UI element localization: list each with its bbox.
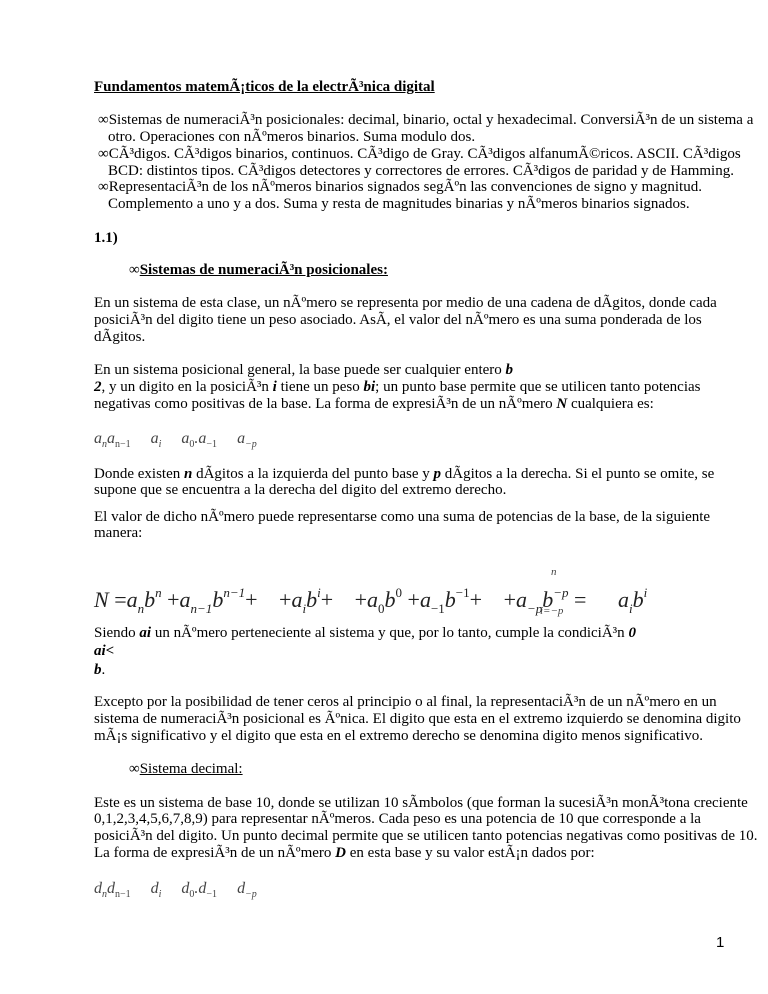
summary-item — [98, 179, 702, 196]
formula-digits-d: $d_nd_{n-1}$ $d_i$ $d_0.d_{-1}$ $d_{-p}$ — [94, 880, 257, 900]
section-number: 1.1) — [94, 230, 118, 246]
var: n — [183, 466, 193, 482]
summary-item — [98, 112, 753, 129]
bullet-icon: ∞ — [98, 179, 109, 195]
text: En un sistema posicional general, la base puede ser cualquier entero — [94, 362, 506, 378]
var: 2 — [94, 379, 102, 395]
paragraph-line — [94, 845, 595, 862]
summary-item — [98, 146, 741, 163]
bullet-icon: ∞ — [129, 761, 140, 777]
bullet-icon: ∞ — [98, 146, 109, 162]
paragraph-line: Este es un sistema de base 10, donde se utilizan 10 sÃmbolos (que forman la sucesiÃ³n monÃ³tona creciente — [94, 795, 748, 811]
paragraph-line: 0,1,2,3,4,5,6,7,8,9) para representar nÃºmeros. Cada peso es una potencia de 10 que corresponde a la — [94, 811, 701, 827]
var: b — [94, 662, 102, 678]
summary-text: BCD: distintos tipos. CÃ³digos detectores y correctores de errores. CÃ³digos de paridad y de Hamming. — [108, 163, 734, 179]
paragraph-line: supone que se encuentra a la derecha del digito del extremo derecho. — [94, 482, 507, 498]
var: D — [335, 845, 346, 861]
text: Siendo — [94, 625, 140, 641]
summary-text: Complemento a uno y a dos. Suma y resta de magnitudes binarias y nÃºmeros binarios signados. — [108, 196, 690, 212]
paragraph-line: dÃgitos. — [94, 329, 146, 345]
bullet-icon: ∞ — [129, 262, 140, 278]
paragraph-line: mÃ¡s significativo y el digito que esta en el extremo derecho se denomina digito menos significativo. — [94, 728, 704, 744]
text: . — [101, 662, 106, 678]
text: tiene un peso — [276, 379, 364, 395]
bullet-icon: ∞ — [98, 112, 109, 128]
condition-line: ai< — [94, 643, 115, 659]
var: bi — [363, 379, 376, 395]
heading-decimal — [129, 761, 243, 778]
paragraph-line: manera: — [94, 525, 143, 541]
paragraph-line — [94, 379, 700, 396]
heading-text: Sistema decimal: — [139, 761, 243, 777]
paragraph-line — [94, 466, 714, 483]
paragraph-line: En un sistema de esta clase, un nÃºmero se representa por medio de una cadena de dÃgitos, donde cada — [94, 295, 717, 311]
text: dÃgitos a la derecha. Si el punto se omite, se — [441, 466, 715, 482]
paragraph-line — [94, 662, 105, 679]
text: cualquiera es: — [567, 396, 654, 412]
text: negativas como positivas de la base. La forma de expresiÃ³n de un nÃºmero — [94, 396, 557, 412]
var: 0 — [628, 625, 636, 641]
var: N — [556, 396, 568, 412]
summary-text: RepresentaciÃ³n de los nÃºmeros binarios signados segÃºn las convenciones de signo y magnitud. — [108, 179, 702, 195]
var-b: b — [505, 362, 514, 378]
var: i — [272, 379, 277, 395]
formula-digits-a: $a_na_{n-1}$ $a_i$ $a_0.a_{-1}$ $a_{-p}$ — [94, 430, 257, 450]
paragraph-line — [94, 625, 636, 642]
paragraph-line: posiciÃ³n del digito tiene un peso asociado. AsÃ, el valor del nÃºmero es una suma ponderada de los — [94, 312, 702, 328]
heading-positional — [129, 262, 388, 279]
text: , y un digito en la posiciÃ³n — [101, 379, 273, 395]
sum-upper-limit: n — [551, 566, 557, 578]
var: p — [433, 466, 442, 482]
summary-text: Sistemas de numeraciÃ³n posicionales: decimal, binario, octal y hexadecimal. ConversiÃ³n de un sistema a — [108, 112, 754, 128]
document-title: Fundamentos matemÃ¡ticos de la electrÃ³nica digital — [94, 79, 435, 95]
text: dÃgitos a la izquierda del punto base y — [192, 466, 434, 482]
text: en esta base y su valor estÃ¡n dados por: — [346, 845, 595, 861]
paragraph-line — [94, 396, 654, 413]
summary-text: otro. Operaciones con nÃºmeros binarios. Suma modulo dos. — [108, 129, 476, 145]
page-number: 1 — [716, 934, 725, 951]
text: Donde existen — [94, 466, 184, 482]
text: ; un punto base permite que se utilicen tanto potencias — [375, 379, 701, 395]
formula-sum: $N =a_nb^n +a_{n-1}b^{n-1}+ +a_ib^i+ +a_0b^0 +a_{-1}b^{-1}+ +a_{-p}b^{-p} = a_ib^i$ — [94, 585, 648, 616]
paragraph-line: Excepto por la posibilidad de tener ceros al principio o al final, la representaciÃ³n de un nÃºmero en un — [94, 694, 717, 710]
text: un nÃºmero perteneciente al sistema y que, por lo tanto, cumple la condiciÃ³n — [151, 625, 629, 641]
sum-lower-limit: i=−p — [540, 605, 564, 617]
heading-text: Sistemas de numeraciÃ³n posicionales: — [139, 262, 388, 278]
paragraph-line: posiciÃ³n del digito. Un punto decimal permite que se utilicen tanto potencias negativas como positivas de 10. — [94, 828, 758, 844]
var: ai — [139, 625, 152, 641]
paragraph-line: El valor de dicho nÃºmero puede representarse como una suma de potencias de la base, de la siguiente — [94, 509, 711, 525]
paragraph-line — [94, 362, 513, 379]
summary-text: CÃ³digos. CÃ³digos binarios, continuos. CÃ³digo de Gray. CÃ³digos alfanumÃ©ricos. ASCII. CÃ³digos — [108, 146, 741, 162]
paragraph-line: sistema de numeraciÃ³n posicional es Ãºnica. El digito que esta en el extremo izquierdo se denomina digito — [94, 711, 741, 727]
text: La forma de expresiÃ³n de un nÃºmero — [94, 845, 336, 861]
